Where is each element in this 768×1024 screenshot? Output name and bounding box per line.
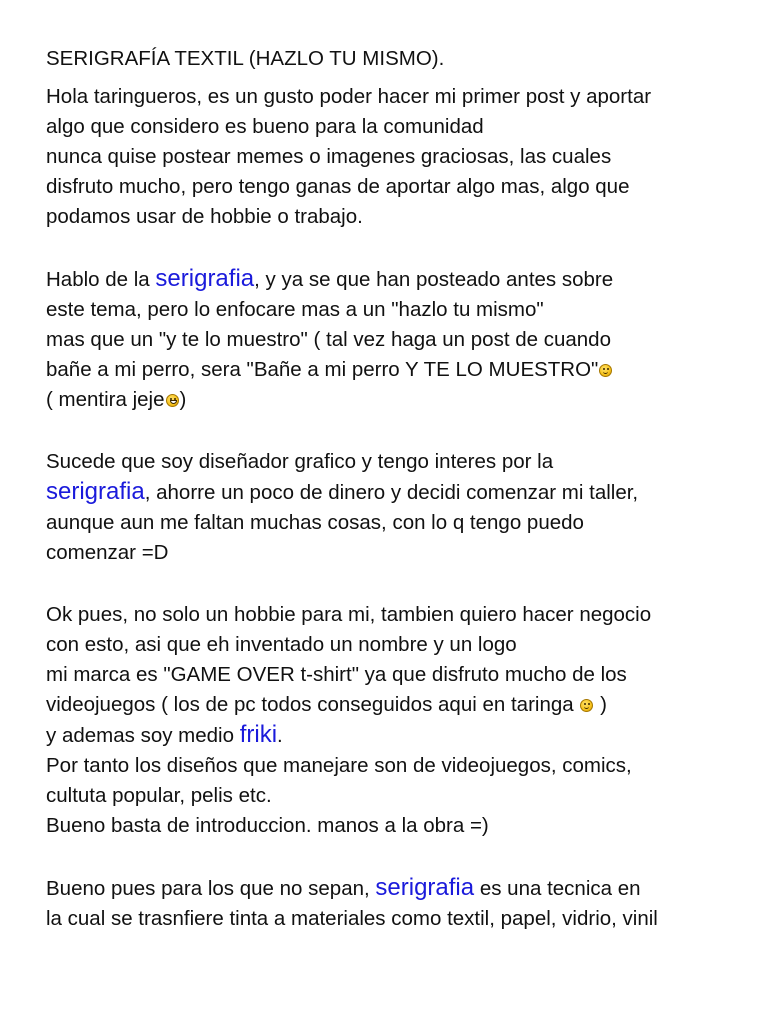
- text-line: algo que considero es bueno para la comunidad: [46, 115, 484, 138]
- text-fragment: , y ya se que han posteado antes sobre: [254, 268, 614, 291]
- text-fragment: ): [594, 693, 607, 716]
- text-line: mi marca es "GAME OVER t-shirt" ya que disfruto mucho de los: [46, 663, 627, 686]
- serigrafia-link[interactable]: serigrafia: [155, 265, 255, 292]
- text-fragment: .: [277, 724, 283, 747]
- text-line: [46, 385, 736, 415]
- text-line: Ok pues, no solo un hobbie para mi, tambien quiero hacer negocio: [46, 603, 652, 626]
- text-line: la cual se trasnfiere tinta a materiales como textil, papel, vidrio, vinil: [46, 907, 658, 930]
- text-line: [46, 264, 736, 295]
- text-fragment: , ahorre un poco de dinero y decidi comenzar mi taller,: [144, 481, 639, 504]
- text-fragment: bañe a mi perro, sera "Bañe a mi perro Y TE LO MUESTRO": [46, 358, 599, 381]
- text-line: Sucede que soy diseñador grafico y tengo interes por la: [46, 450, 554, 473]
- document-page: [46, 44, 736, 966]
- text-fragment: ): [179, 388, 187, 411]
- text-line: [46, 690, 736, 720]
- paragraph-designer: [46, 447, 736, 568]
- text-line: cultuta popular, pelis etc.: [46, 784, 272, 807]
- text-line: disfruto mucho, pero tengo ganas de aportar algo mas, algo que: [46, 175, 630, 198]
- grin-smiley-icon: [166, 394, 179, 407]
- text-line: [46, 477, 736, 508]
- wink-smiley-icon: [580, 699, 593, 712]
- text-fragment: videojuegos ( los de pc todos conseguidos aqui en taringa: [46, 693, 580, 716]
- text-line: Por tanto los diseños que manejare son de videojuegos, comics,: [46, 754, 632, 777]
- paragraph-business: [46, 600, 736, 841]
- serigrafia-link[interactable]: serigrafia: [46, 478, 145, 505]
- wink-smiley-icon: [599, 364, 612, 377]
- text-line: [46, 720, 736, 751]
- text-line: aunque aun me faltan muchas cosas, con lo q tengo puedo: [46, 511, 584, 534]
- text-line: [46, 355, 736, 385]
- text-line: Bueno basta de introduccion. manos a la obra =): [46, 814, 489, 837]
- text-line: mas que un "y te lo muestro" ( tal vez haga un post de cuando: [46, 328, 611, 351]
- paragraph-serigrafia-topic: [46, 264, 736, 415]
- text-line: este tema, pero lo enfocare mas a un "hazlo tu mismo": [46, 298, 544, 321]
- paragraph-definition: [46, 873, 736, 934]
- friki-link[interactable]: friki: [239, 721, 278, 748]
- text-fragment: Bueno pues para los que no sepan,: [46, 877, 376, 900]
- text-fragment: y ademas soy medio: [46, 724, 240, 747]
- paragraph-intro: [46, 82, 736, 232]
- text-fragment: Hablo de la: [46, 268, 156, 291]
- text-line: con esto, asi que eh inventado un nombre y un logo: [46, 633, 517, 656]
- text-line: nunca quise postear memes o imagenes graciosas, las cuales: [46, 145, 612, 168]
- text-line: Hola taringueros, es un gusto poder hacer mi primer post y aportar: [46, 85, 652, 108]
- text-line: podamos usar de hobbie o trabajo.: [46, 205, 363, 228]
- text-line: comenzar =D: [46, 541, 169, 564]
- serigrafia-link[interactable]: serigrafia: [375, 874, 475, 901]
- document-title: SERIGRAFÍA TEXTIL (HAZLO TU MISMO).: [46, 47, 445, 70]
- text-fragment: es una tecnica en: [474, 877, 641, 900]
- text-line: [46, 873, 736, 904]
- text-fragment: ( mentira jeje: [46, 388, 165, 411]
